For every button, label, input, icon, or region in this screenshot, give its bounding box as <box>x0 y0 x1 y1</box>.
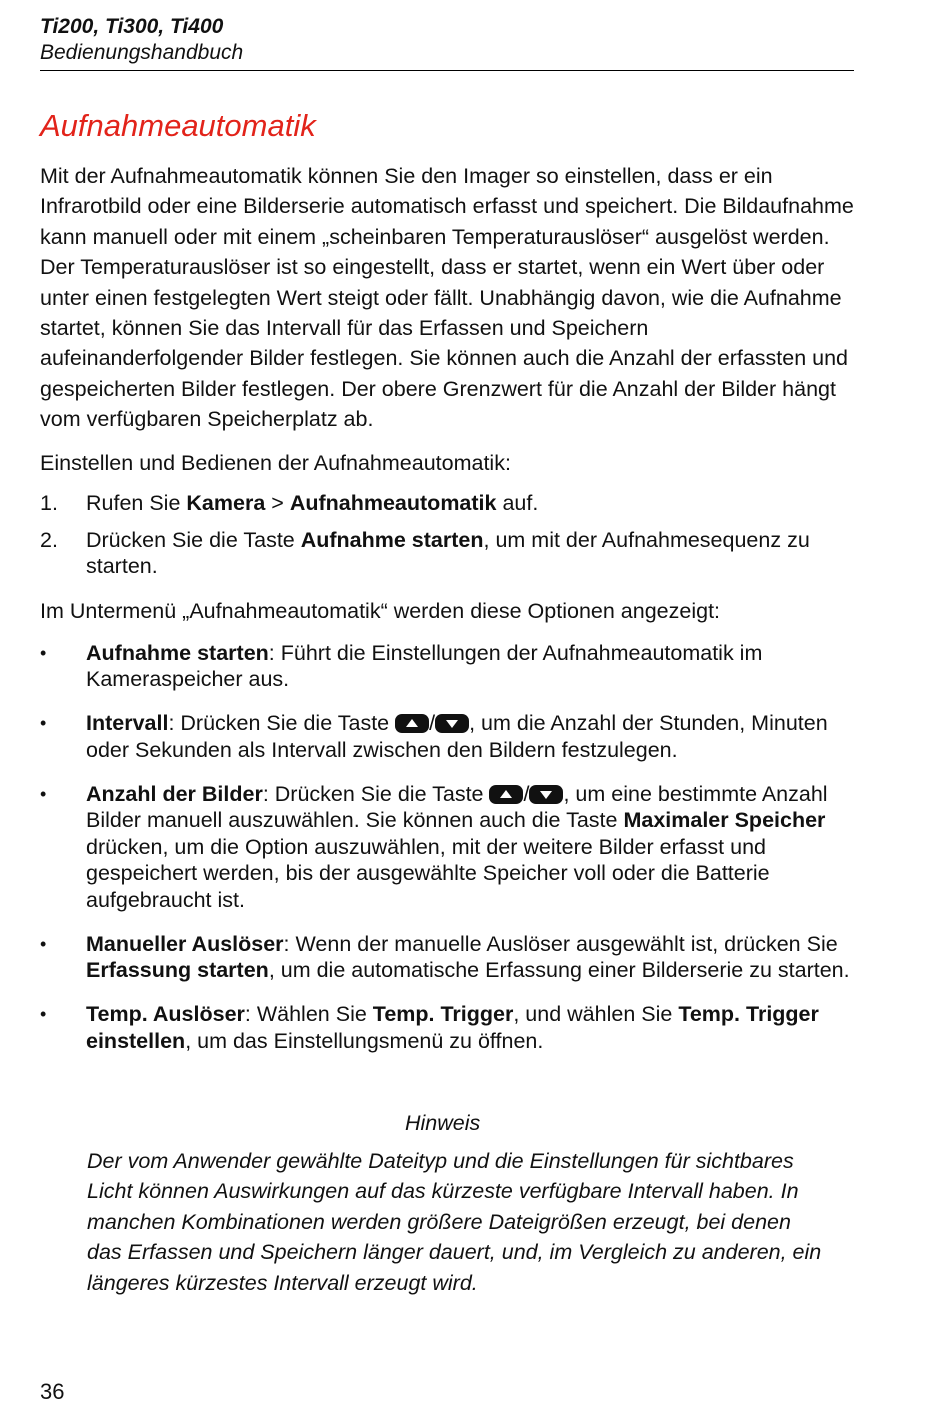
down-arrow-key-icon <box>435 714 469 733</box>
option-text: , und wählen Sie <box>513 1002 679 1027</box>
step-text: , um mit der Aufnahmesequenz zu starten. <box>86 527 810 579</box>
step-text: Rufen Sie <box>86 491 187 516</box>
step-item <box>40 527 854 580</box>
section-title: Aufnahmeautomatik <box>40 108 316 143</box>
key-separator: / <box>429 711 436 736</box>
option-label: Temp. Auslöser <box>86 1002 245 1027</box>
key-separator: / <box>523 781 530 806</box>
bullet-icon: • <box>40 1004 47 1025</box>
option-text: , um die automatische Erfassung einer Bilderserie zu starten. <box>268 958 850 983</box>
option-text: drücken, um die Option auszuwählen, mit der weitere Bilder erfasst und gespeichert werden, bis der ausgewählte Speicher voll oder die Batterie aufgebraucht ist. <box>86 834 770 912</box>
up-arrow-key-icon <box>489 785 523 804</box>
menu-temp-trigger: Temp. Trigger <box>372 1002 514 1027</box>
submenu-heading: Im Untermenü „Aufnahmeautomatik“ werden diese Optionen angezeigt: <box>40 598 721 623</box>
bullet-icon: • <box>40 783 47 804</box>
option-text: : Wenn der manuelle Auslöser ausgewählt ist, drücken Sie <box>283 931 838 956</box>
option-text: : Drücken Sie die Taste <box>262 781 490 806</box>
key-erfassung-starten: Erfassung starten <box>86 958 269 983</box>
menu-kamera: Kamera <box>186 491 266 516</box>
option-aufnahme-starten <box>40 640 854 693</box>
page-number: 36 <box>40 1379 65 1404</box>
note-text: Der vom Anwender gewählte Dateityp und die Einstellungen für sichtbares Licht können Auswirkungen auf das kürzeste verfügbare Intervall haben. In manchen Kombinationen werden größere Dateigrößen erzeugt, bei denen das Erfassen und Speichern länger dauert, und, im Vergleich zu anderen, ein längeres kürzestes Intervall erzeugt wird. <box>87 1149 822 1295</box>
header-rule <box>40 70 854 71</box>
option-intervall <box>40 710 854 763</box>
menu-temp-trigger-einstellen: Temp. Trigger einstellen <box>86 1002 819 1053</box>
key-aufnahme-starten: Aufnahme starten <box>300 527 484 552</box>
page-header <box>40 14 854 71</box>
page-body <box>40 161 854 1072</box>
step-text: > <box>265 491 290 516</box>
key-maximaler-speicher: Maximaler Speicher <box>623 808 826 833</box>
options-list <box>40 640 854 1055</box>
option-label: Aufnahme starten <box>86 640 269 665</box>
setup-heading: Einstellen und Bedienen der Aufnahmeautomatik: <box>40 450 511 475</box>
menu-aufnahmeautomatik: Aufnahmeautomatik <box>289 491 497 516</box>
bullet-icon: • <box>40 713 47 734</box>
option-anzahl-der-bilder <box>40 781 854 914</box>
intro-paragraph: Mit der Aufnahmeautomatik können Sie den Imager so einstellen, dass er ein Infrarotbild oder eine Bilderserie automatisch erfasst und speichert. Die Bildaufnahme kann manuell oder mit einem „scheinbaren Temperaturauslöser“ ausgelöst werden. Der Temperaturauslöser ist so eingestellt, dass er startet, wenn ein Wert über oder unter einen festgelegten Wert steigt oder fällt. Unabhängig davon, wie die Aufnahme startet, können Sie das Intervall für das Erfassen und Speichern aufeinanderfolgender Bilder festlegen. Sie können auch die Anzahl der erfassten und gespeicherten Bilder festlegen. Der obere Grenzwert für die Anzahl der Bilder hängt vom verfügbaren Speicherplatz ab. <box>40 164 854 432</box>
step-text: auf. <box>496 491 539 516</box>
option-text: , um eine bestimmte Anzahl Bilder manuell auszuwählen. Sie können auch die Taste <box>86 781 828 833</box>
step-item <box>40 490 854 517</box>
step-text: Drücken Sie die Taste <box>86 527 301 552</box>
steps-list <box>40 490 854 580</box>
option-text: , um das Einstellungsmenü zu öffnen. <box>185 1028 544 1053</box>
option-manueller-ausloeser <box>40 931 854 984</box>
step-number: 1. <box>40 491 58 516</box>
option-text: : Wählen Sie <box>244 1002 373 1027</box>
up-arrow-key-icon <box>395 714 429 733</box>
option-temp-ausloeser <box>40 1001 854 1054</box>
bullet-icon: • <box>40 933 47 954</box>
note-title: Hinweis <box>405 1111 481 1135</box>
down-arrow-key-icon <box>529 785 563 804</box>
option-text: , um die Anzahl der Stunden, Minuten oder Sekunden als Intervall zwischen den Bildern festzulegen. <box>86 711 828 762</box>
bullet-icon: • <box>40 642 47 663</box>
option-label: Anzahl der Bilder <box>86 781 263 806</box>
option-label: Intervall <box>86 711 169 736</box>
manual-model-title: Ti200, Ti300, Ti400 <box>40 15 224 38</box>
step-number: 2. <box>40 527 58 552</box>
option-label: Manueller Auslöser <box>86 931 284 956</box>
option-text: : Drücken Sie die Taste <box>168 711 396 736</box>
manual-subtitle: Bedienungshandbuch <box>40 41 244 64</box>
option-text: : Führt die Einstellungen der Aufnahmeautomatik im Kameraspeicher aus. <box>86 640 763 692</box>
